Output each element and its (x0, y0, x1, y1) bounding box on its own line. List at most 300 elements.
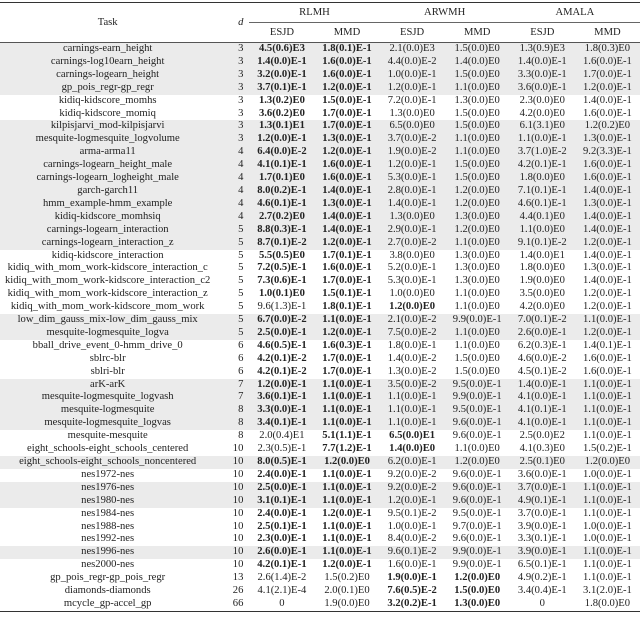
dimension: 10 (215, 456, 249, 469)
metric-cell (445, 340, 510, 353)
metric-cell (575, 430, 640, 443)
metric-cell (575, 391, 640, 404)
task-name: mcycle_gp-accel_gp (63, 597, 152, 609)
value: 1.3(0.0)E0 (454, 275, 500, 287)
value: 1.6(0.0)E-1 (387, 559, 437, 571)
metric-cell (575, 56, 640, 69)
metric-cell (314, 301, 379, 314)
value: 2.1(0.0)E3 (389, 43, 435, 54)
value: 1.9(0.0)E-2 (387, 146, 437, 158)
dimension: 4 (215, 198, 249, 211)
dimension: 7 (215, 379, 249, 392)
metric-cell (314, 262, 379, 275)
metric-cell (380, 146, 445, 159)
best-value: 1.7(0.1)E-1 (322, 249, 372, 261)
best-value: 7.6(0.5)E-2 (387, 585, 437, 597)
metric-cell (249, 404, 314, 417)
metric-cell (314, 456, 379, 469)
value: 1.1(0.0)E-1 (583, 391, 632, 403)
dimension: 10 (232, 559, 244, 571)
task-name: gp_pois_regr-gp_pois_regr (50, 572, 166, 584)
metric-cell (249, 546, 314, 559)
best-value: 1.6(0.0)E-1 (322, 55, 372, 67)
table-row (0, 43, 640, 56)
results-table (0, 2, 640, 612)
metric-cell (380, 108, 445, 121)
task-name: mesquite-logmesquite_logvolume (0, 133, 215, 146)
metric-cell (380, 95, 445, 108)
metric-cell (249, 43, 314, 56)
metric-cell (575, 108, 640, 121)
metric-cell (510, 95, 575, 108)
best-value: 1.2(0.0)E-1 (322, 326, 372, 338)
table-row (0, 482, 640, 495)
metric-cell (445, 417, 510, 430)
metric-cell (445, 327, 510, 340)
metric-cell (249, 172, 314, 185)
metric-cell (249, 146, 314, 159)
metric-cell (510, 327, 575, 340)
task-name: nes1980-nes (0, 495, 215, 508)
best-value: 1.5(0.0)E-1 (322, 94, 372, 106)
value: 1.1(0.0)E-1 (583, 417, 632, 429)
metric-cell (380, 301, 445, 314)
metric-cell (510, 495, 575, 508)
metric-cell (314, 469, 379, 482)
metric-cell (380, 262, 445, 275)
table-row (0, 546, 640, 559)
metric-cell (380, 327, 445, 340)
value: 9.9(0.0)E-1 (452, 546, 502, 558)
metric-cell (380, 456, 445, 469)
best-value: 2.5(0.0)E-1 (257, 481, 307, 493)
value: 1.2(0.0)E0 (454, 197, 500, 209)
task-name: eight_schools-eight_schools_centered (27, 443, 189, 455)
metric-cell (510, 366, 575, 379)
metric-cell (380, 314, 445, 327)
value: 2.0(0.4)E1 (259, 430, 305, 442)
best-value: 2.4(0.0)E-1 (257, 507, 307, 519)
table-row (0, 301, 640, 314)
dimension: 10 (232, 533, 244, 545)
metric-cell (314, 508, 379, 521)
value: 2.5(0.1)E0 (519, 456, 565, 467)
table-row (0, 56, 640, 69)
metric-cell (510, 456, 575, 469)
task-name: nes1984-nes (81, 507, 135, 519)
table-row (0, 469, 640, 482)
value: 2.5(0.0)E2 (519, 430, 565, 442)
table-row (0, 314, 640, 327)
metric-cell (249, 559, 314, 572)
table-row (0, 353, 640, 366)
value: 1.2(0.0)E0 (584, 456, 631, 467)
value: 3.3(0.1)E-1 (517, 533, 567, 545)
dimension: 4 (215, 185, 249, 198)
best-value: 1.2(0.0)E-1 (322, 81, 372, 93)
dimension: 5 (238, 249, 244, 261)
value: 1.3(0.0)E0 (389, 210, 435, 222)
metric-cell (380, 224, 445, 237)
task-name: kidiq_with_mom_work-kidscore_interaction_z (7, 288, 208, 300)
best-value: 7.7(1.2)E-1 (322, 443, 372, 455)
value: 6.2(0.0)E-1 (387, 456, 437, 467)
metric-cell (314, 327, 379, 340)
best-value: 1.7(0.0)E-1 (322, 120, 372, 132)
metric-cell (314, 198, 379, 211)
metric-cell (249, 417, 314, 430)
best-value: 1.3(0.2)E0 (258, 94, 305, 106)
best-value: 1.2(0.0)E-1 (257, 133, 307, 145)
metric-cell (249, 521, 314, 534)
best-value: 1.2(0.0)E0 (454, 572, 501, 584)
metric-cell (445, 288, 510, 301)
value: 4.4(0.0)E-2 (387, 55, 437, 67)
value: 1.0(0.0)E0 (389, 288, 435, 300)
best-value: 1.6(0.0)E-1 (322, 159, 372, 171)
value: 1.1(0.0)E0 (519, 223, 565, 235)
dimension: 10 (232, 507, 244, 519)
metric-cell (314, 404, 379, 417)
metric-cell (249, 353, 314, 366)
best-value: 3.4(0.1)E-1 (257, 417, 307, 429)
metric-cell (249, 262, 314, 275)
metric-cell (249, 288, 314, 301)
metric-cell (575, 185, 640, 198)
metric-cell (249, 133, 314, 146)
value: 1.3(0.0)E0 (389, 107, 435, 119)
task-name: low_dim_gauss_mix-low_dim_gauss_mix (0, 314, 215, 327)
header-d: d (215, 3, 249, 43)
value: 1.1(0.0)E0 (454, 301, 500, 313)
task-name: kidiq-kidscore_momhs (58, 94, 157, 106)
metric-cell (575, 495, 640, 508)
metric-cell (249, 391, 314, 404)
dimension: 66 (232, 597, 244, 609)
dimension: 5 (238, 301, 244, 313)
table-row (0, 598, 640, 611)
metric-cell (314, 482, 379, 495)
metric-cell (314, 108, 379, 121)
value: 1.3(0.0)E-1 (583, 262, 632, 274)
best-value: 1.3(0.0)E0 (454, 597, 501, 609)
best-value: 1.1(0.0)E-1 (322, 533, 372, 545)
value: 9.5(0.1)E-2 (387, 507, 437, 519)
dimension: 6 (238, 365, 244, 377)
metric-cell (445, 301, 510, 314)
value: 1.1(0.0)E-1 (387, 417, 437, 429)
value: 1.3(0.0)E0 (454, 210, 500, 222)
best-value: 1.8(0.1)E-1 (322, 301, 372, 313)
best-value: 5.1(1.1)E-1 (322, 430, 372, 442)
metric-cell (575, 417, 640, 430)
task-name: kidiq_with_mom_work-kidscore_mom_work (10, 301, 205, 313)
value: 1.2(0.0)E-1 (387, 159, 437, 171)
metric-cell (249, 237, 314, 250)
best-value: 1.1(0.0)E-1 (322, 520, 372, 532)
table-row (0, 95, 640, 108)
metric-cell (314, 95, 379, 108)
table-row (0, 559, 640, 572)
value: 0 (279, 597, 285, 609)
metric-cell (575, 43, 640, 56)
dimension: 6 (238, 352, 244, 364)
best-value: 7.3(0.6)E-1 (257, 275, 307, 287)
dimension: 5 (238, 275, 244, 287)
value: 4.4(0.1)E0 (519, 210, 565, 222)
metric-cell (380, 159, 445, 172)
metric-cell (575, 250, 640, 263)
best-value: 1.1(0.0)E-1 (322, 494, 372, 506)
best-value: 7.2(0.5)E-1 (257, 262, 307, 274)
metric-cell (380, 495, 445, 508)
value: 1.3(0.0)E0 (454, 262, 500, 274)
best-value: 1.0(0.1)E0 (258, 288, 305, 300)
metric-cell (249, 211, 314, 224)
metric-cell (314, 314, 379, 327)
metric-cell (314, 82, 379, 95)
table-row (0, 508, 640, 521)
metric-cell (314, 275, 379, 288)
metric-cell (314, 598, 379, 611)
value: 4.5(0.1)E-2 (517, 365, 567, 377)
best-value: 2.6(0.0)E-1 (257, 546, 307, 558)
metric-cell (249, 379, 314, 392)
metric-cell (249, 250, 314, 263)
value: 1.5(0.2)E0 (324, 572, 370, 584)
task-name: mesquite-logmesquite_logvas (0, 417, 215, 430)
metric-cell (314, 250, 379, 263)
best-value: 1.2(0.0)E0 (324, 456, 370, 467)
metric-cell (445, 250, 510, 263)
metric-cell (575, 443, 640, 456)
value: 3.3(0.0)E-1 (517, 68, 567, 80)
value: 7.2(0.0)E-1 (387, 94, 437, 106)
value: 4.6(0.0)E-2 (517, 352, 567, 364)
value: 1.6(0.0)E-1 (583, 159, 632, 171)
value: 5.3(0.0)E-1 (387, 172, 437, 184)
value: 1.5(0.0)E0 (454, 365, 500, 377)
best-value: 2.4(0.0)E-1 (257, 468, 307, 480)
best-value: 2.3(0.0)E-1 (257, 533, 307, 545)
value: 1.1(0.0)E-1 (517, 133, 567, 145)
metric-cell (510, 572, 575, 585)
value: 3.1(2.0)E-1 (583, 585, 632, 597)
metric-cell (510, 262, 575, 275)
task-name: bball_drive_event_0-hmm_drive_0 (32, 339, 183, 351)
metric-cell (249, 185, 314, 198)
metric-cell (314, 237, 379, 250)
dimension: 10 (232, 443, 244, 455)
metric-cell (445, 585, 510, 598)
metric-cell (575, 120, 640, 133)
table-row (0, 391, 640, 404)
metric-cell (575, 172, 640, 185)
metric-cell (314, 443, 379, 456)
best-value: 3.6(0.2)E0 (258, 107, 305, 119)
value: 1.2(0.0)E0 (454, 223, 500, 235)
dimension: 26 (232, 585, 244, 597)
metric-cell (445, 224, 510, 237)
value: 9.7(0.0)E-1 (452, 520, 502, 532)
metric-cell (445, 456, 510, 469)
metric-cell (575, 69, 640, 82)
value: 1.8(0.0)E0 (519, 172, 565, 184)
metric-cell (575, 146, 640, 159)
value: 1.9(0.0)E0 (519, 275, 565, 287)
metric-cell (510, 391, 575, 404)
metric-cell (249, 366, 314, 379)
metric-cell (380, 198, 445, 211)
table-row (0, 69, 640, 82)
metric-cell (445, 559, 510, 572)
metric-cell (445, 379, 510, 392)
metric-cell (249, 456, 314, 469)
table-row (0, 379, 640, 392)
metric-cell (510, 585, 575, 598)
metric-cell (314, 533, 379, 546)
value: 1.1(0.0)E0 (454, 288, 500, 300)
metric-cell (314, 417, 379, 430)
value: 9.2(0.0)E-2 (387, 481, 437, 493)
value: 3.7(1.0)E-2 (517, 146, 567, 158)
dimension: 8 (238, 430, 244, 442)
value: 3.7(0.0)E-1 (517, 481, 567, 493)
metric-cell (575, 262, 640, 275)
value: 1.1(0.0)E-1 (583, 378, 632, 390)
metric-cell (510, 108, 575, 121)
metric-cell (380, 69, 445, 82)
metric-cell (510, 482, 575, 495)
task-name: mesquite-logmesquite_logva (0, 327, 215, 340)
dimension: 4 (215, 172, 249, 185)
value: 1.6(0.0)E-1 (583, 172, 632, 184)
best-value: 1.4(0.0)E-1 (322, 210, 372, 222)
best-value: 1.2(0.0)E-1 (322, 559, 372, 571)
value: 1.5(0.0)E0 (454, 352, 500, 364)
metric-cell (510, 224, 575, 237)
metric-cell (249, 69, 314, 82)
metric-cell (575, 366, 640, 379)
metric-cell (575, 327, 640, 340)
best-value: 1.4(0.0)E-1 (257, 55, 307, 67)
metric-cell (380, 82, 445, 95)
dimension: 5 (238, 288, 244, 300)
metric-cell (380, 443, 445, 456)
metric-cell (510, 288, 575, 301)
metric-cell (445, 108, 510, 121)
table-row (0, 275, 640, 288)
metric-cell (314, 366, 379, 379)
metric-cell (575, 301, 640, 314)
table-row (0, 495, 640, 508)
dimension: 3 (215, 120, 249, 133)
best-value: 4.2(0.1)E-2 (257, 365, 307, 377)
metric-cell (510, 404, 575, 417)
table-row (0, 366, 640, 379)
metric-cell (249, 198, 314, 211)
metric-cell (510, 598, 575, 611)
metric-cell (445, 146, 510, 159)
metric-cell (510, 443, 575, 456)
dimension: 3 (238, 94, 244, 106)
value: 1.8(0.3)E0 (584, 43, 631, 54)
value: 3.4(0.4)E-1 (517, 585, 567, 597)
value: 4.6(0.1)E-1 (517, 197, 567, 209)
table-row (0, 417, 640, 430)
value: 3.9(0.0)E-1 (517, 520, 567, 532)
metric-cell (445, 495, 510, 508)
value: 2.8(0.0)E-1 (387, 184, 437, 196)
best-value: 2.5(0.0)E-1 (257, 326, 307, 338)
metric-cell (575, 533, 640, 546)
value: 0 (539, 597, 545, 609)
best-value: 1.2(0.0)E-1 (322, 146, 372, 158)
dimension: 5 (215, 224, 249, 237)
best-value: 1.3(0.1)E1 (258, 120, 305, 132)
table-row (0, 120, 640, 133)
metric-cell (380, 508, 445, 521)
metric-cell (575, 340, 640, 353)
value: 9.9(0.0)E-1 (452, 391, 502, 403)
metric-cell (380, 340, 445, 353)
dimension: 4 (215, 159, 249, 172)
metric-cell (314, 224, 379, 237)
task-name: nes1972-nes (81, 468, 135, 480)
metric-cell (445, 211, 510, 224)
value: 1.5(0.0)E0 (454, 159, 500, 171)
value: 1.4(0.1)E-1 (583, 339, 632, 351)
dimension: 13 (232, 572, 244, 584)
dimension: 4 (215, 146, 249, 159)
metric-cell (445, 443, 510, 456)
value: 1.4(0.0)E-1 (517, 55, 567, 67)
metric-cell (249, 469, 314, 482)
value: 1.9(0.0)E0 (324, 597, 370, 609)
best-value: 3.3(0.0)E-1 (257, 404, 307, 416)
group-header-row (0, 3, 640, 23)
metric-cell (380, 172, 445, 185)
metric-cell (314, 146, 379, 159)
best-value: 1.7(0.0)E-1 (322, 365, 372, 377)
best-value: 4.6(0.1)E-1 (257, 197, 307, 209)
value: 9.6(0.0)E-1 (452, 481, 502, 493)
metric-cell (445, 508, 510, 521)
best-value: 1.1(0.0)E-1 (322, 481, 372, 493)
table-row (0, 198, 640, 211)
value: 1.6(0.0)E-1 (583, 365, 632, 377)
metric-cell (510, 146, 575, 159)
metric-cell (445, 572, 510, 585)
metric-cell (314, 185, 379, 198)
best-value: 1.7(0.0)E-1 (322, 107, 372, 119)
value: 4.1(2.1)E-4 (257, 585, 307, 597)
metric-cell (249, 598, 314, 611)
metric-cell (314, 391, 379, 404)
task-name: carnings-logearn_height_male (0, 159, 215, 172)
table-row (0, 456, 640, 469)
metric-cell (445, 430, 510, 443)
metric-cell (445, 172, 510, 185)
dimension: 10 (232, 468, 244, 480)
metric-cell (510, 417, 575, 430)
value: 6.5(0.0)E0 (389, 120, 435, 132)
best-value: 1.2(0.0)E-1 (322, 236, 372, 248)
metric-cell (510, 521, 575, 534)
metric-cell (510, 198, 575, 211)
value: 1.2(0.0)E-1 (583, 301, 632, 313)
value: 2.6(1.4)E-2 (257, 572, 307, 584)
